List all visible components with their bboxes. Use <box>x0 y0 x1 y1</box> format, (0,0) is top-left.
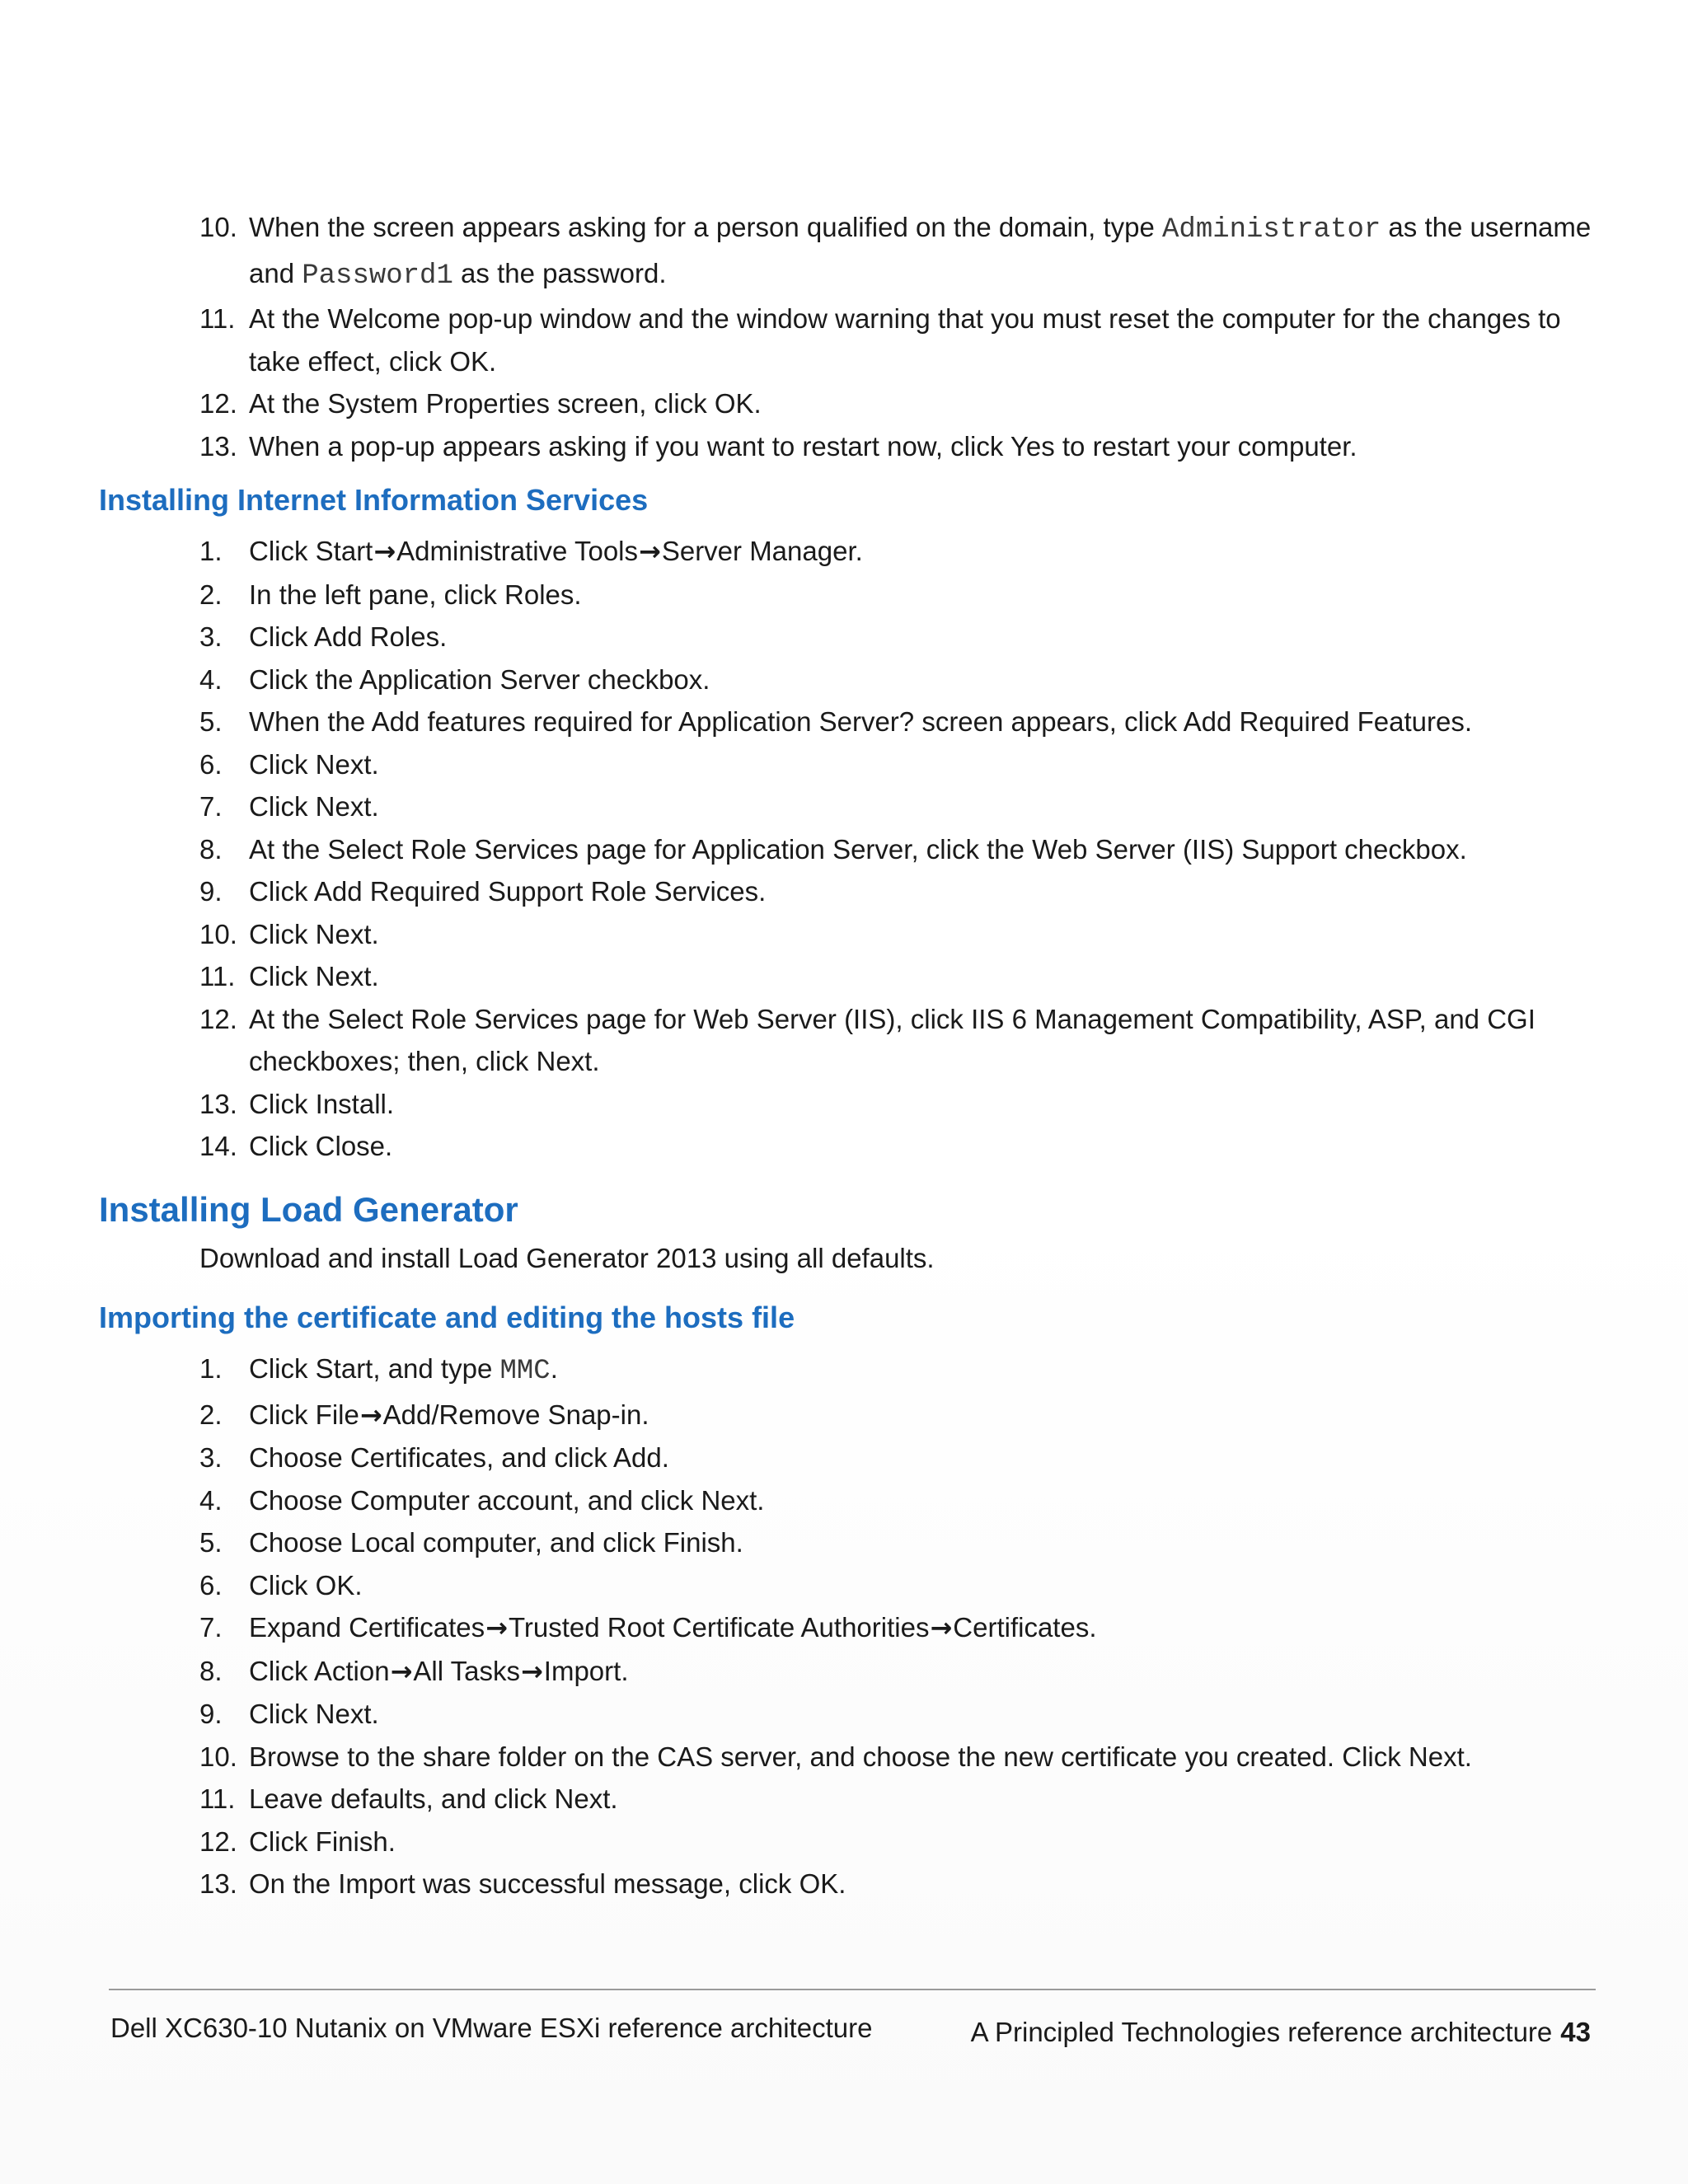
arrow-right-icon: → <box>520 1655 543 1687</box>
text-run: Click Finish. <box>249 1825 396 1857</box>
list-item-number: 5. <box>199 1527 223 1558</box>
list-item-text <box>249 206 1601 298</box>
text-run: Click Add Roles. <box>249 621 448 652</box>
text-run: When the Add features required for Application Server? screen appears, click Add Required Features. <box>249 706 1473 737</box>
text-run: as the password. <box>452 257 667 288</box>
inline-code: Password1 <box>302 260 453 292</box>
list-item-number: 10. <box>199 212 237 242</box>
text-run: as the username and <box>249 212 1592 288</box>
inline-code: Administrator <box>1162 214 1381 246</box>
text-run: Click Action <box>249 1655 390 1686</box>
inline-code: MMC <box>499 1356 551 1387</box>
list-item-number: 4. <box>199 1484 223 1516</box>
arrow-right-icon: → <box>359 1399 382 1431</box>
list-item-number: 8. <box>199 1655 223 1686</box>
list-item <box>199 743 1601 786</box>
list-item <box>199 425 1601 468</box>
footer-divider <box>109 1989 1596 1990</box>
list-item <box>199 1863 1601 1905</box>
list-item-number: 3. <box>199 1442 223 1473</box>
text-run: Trusted Root Certificate Authorities <box>508 1612 930 1643</box>
text-run: Browse to the share folder on the CAS server, and choose the new certificate you created. Click Next. <box>249 1741 1472 1772</box>
list-item-number: 10. <box>199 1741 237 1772</box>
text-run: On the Import was successful message, click OK. <box>249 1868 846 1899</box>
text-run: Leave defaults, and click Next. <box>249 1783 618 1814</box>
list-item-text <box>249 1736 1601 1779</box>
list-item-number: 9. <box>199 876 223 907</box>
list-item <box>199 1693 1601 1736</box>
steps-list-domain-join <box>199 206 1601 467</box>
list-item-number: 13. <box>199 1868 237 1899</box>
list-item-text <box>249 743 1601 786</box>
text-run: Click Next. <box>249 961 379 991</box>
list-item <box>199 1778 1601 1821</box>
list-item-text <box>249 701 1601 743</box>
steps-list-iis <box>199 530 1601 1168</box>
text-run: At the Select Role Services page for Application Server, click the Web Server (IIS) Support checkbox. <box>249 833 1467 865</box>
list-item <box>199 870 1601 913</box>
list-item-text <box>249 1394 1601 1437</box>
list-item <box>199 998 1601 1083</box>
list-item <box>199 1083 1601 1126</box>
text-run: Expand Certificates <box>249 1612 485 1643</box>
list-item-text <box>249 1650 1601 1694</box>
list-item-text <box>249 1564 1601 1607</box>
list-item-text <box>249 1693 1601 1736</box>
list-item-number: 12. <box>199 1825 237 1857</box>
text-run: Choose Certificates, and click Add. <box>249 1442 669 1473</box>
list-item-text <box>249 1083 1601 1126</box>
list-item-text <box>249 1521 1601 1564</box>
text-run: In the left pane, click Roles. <box>249 579 582 610</box>
list-item-text <box>249 870 1601 913</box>
list-item <box>199 298 1601 382</box>
list-item-number: 14. <box>199 1131 237 1161</box>
list-item <box>199 913 1601 956</box>
list-item-number: 11. <box>199 961 236 991</box>
list-item-number: 1. <box>199 1353 223 1384</box>
list-item <box>199 828 1601 871</box>
list-item-text <box>249 1125 1601 1168</box>
text-run: Choose Computer account, and click Next. <box>249 1484 765 1516</box>
list-item-number: 6. <box>199 748 223 780</box>
text-run: Click Next. <box>249 791 379 822</box>
list-item-number: 4. <box>199 663 223 695</box>
list-item-number: 6. <box>199 1569 223 1601</box>
list-item <box>199 701 1601 743</box>
text-run: When a pop-up appears asking if you want to restart now, click Yes to restart your computer. <box>249 430 1357 462</box>
text-run: Click the Application Server checkbox. <box>249 663 710 695</box>
list-item-number: 12. <box>199 1003 237 1034</box>
list-item-number: 13. <box>199 430 237 462</box>
footer-publisher-text: A Principled Technologies reference architecture <box>970 2017 1553 2047</box>
list-item <box>199 785 1601 828</box>
heading-installing-iis: Installing Internet Information Services <box>99 483 649 517</box>
text-run: At the Select Role Services page for Web Server (IIS), click IIS 6 Management Compatibility, ASP, and CGI checkboxes; then, click Next. <box>249 1003 1536 1076</box>
list-item <box>199 1821 1601 1863</box>
list-item <box>199 382 1601 425</box>
list-item <box>199 574 1601 616</box>
list-item-text <box>249 382 1601 425</box>
text-run: When the screen appears asking for a person qualified on the domain, type <box>249 212 1163 242</box>
list-item-number: 5. <box>199 706 223 737</box>
page-number: 43 <box>1560 2017 1591 2047</box>
list-item-number: 11. <box>199 303 236 334</box>
text-run: Administrative Tools <box>396 536 639 566</box>
list-item-number: 3. <box>199 621 223 652</box>
text-run: Click Next. <box>249 748 379 780</box>
list-item-text <box>249 298 1601 382</box>
load-generator-text: Download and install Load Generator 2013 using all defaults. <box>199 1243 935 1273</box>
list-item-number: 10. <box>199 918 237 949</box>
list-item-text <box>249 1479 1601 1522</box>
list-item-number: 7. <box>199 1612 223 1643</box>
list-item-text <box>249 828 1601 871</box>
list-item <box>199 658 1601 701</box>
footer-publisher <box>971 2017 1591 2048</box>
list-item-text <box>249 574 1601 616</box>
list-item <box>199 1394 1601 1437</box>
text-run: Click Close. <box>249 1131 393 1161</box>
list-item <box>199 1606 1601 1650</box>
list-item-text <box>249 1821 1601 1863</box>
list-item-number: 13. <box>199 1088 237 1119</box>
arrow-right-icon: → <box>930 1612 953 1643</box>
list-item-text <box>249 1606 1601 1650</box>
text-run: Server Manager. <box>661 536 863 566</box>
list-item-number: 7. <box>199 791 223 822</box>
text-run: At the Welcome pop-up window and the window warning that you must reset the computer for the changes to take effect, click OK. <box>249 303 1561 377</box>
text-run: At the System Properties screen, click OK. <box>249 388 762 419</box>
list-item <box>199 955 1601 998</box>
list-item-text <box>249 1778 1601 1821</box>
text-run: Choose Local computer, and click Finish. <box>249 1527 743 1558</box>
list-item <box>199 530 1601 574</box>
text-run: Certificates. <box>953 1612 1097 1643</box>
list-item <box>199 1479 1601 1522</box>
list-item-number: 2. <box>199 579 223 610</box>
footer-document-title: Dell XC630-10 Nutanix on VMware ESXi reference architecture <box>110 2013 873 2043</box>
steps-list-certificate <box>199 1347 1601 1905</box>
list-item <box>199 1521 1601 1564</box>
list-item-number: 12. <box>199 388 237 419</box>
list-item-text <box>249 955 1601 998</box>
text-run: Click Start, and type <box>249 1353 500 1384</box>
text-run: Click Install. <box>249 1088 395 1119</box>
list-item <box>199 1125 1601 1168</box>
text-run: Click File <box>249 1399 359 1430</box>
list-item-text <box>249 1347 1601 1394</box>
text-run: Click OK. <box>249 1569 363 1601</box>
list-item <box>199 616 1601 658</box>
text-run: Click Start <box>249 536 373 566</box>
list-item <box>199 1736 1601 1779</box>
list-item <box>199 206 1601 298</box>
arrow-right-icon: → <box>390 1655 413 1687</box>
list-item <box>199 1347 1601 1394</box>
list-item-text <box>249 785 1601 828</box>
heading-importing-certificate: Importing the certificate and editing the hosts file <box>99 1301 795 1334</box>
list-item-text <box>249 530 1601 574</box>
list-item-text <box>249 616 1601 658</box>
list-item <box>199 1436 1601 1479</box>
arrow-right-icon: → <box>485 1612 508 1643</box>
list-item-number: 8. <box>199 833 223 865</box>
list-item-text <box>249 425 1601 468</box>
text-run: Click Next. <box>249 1699 379 1729</box>
list-item-text <box>249 1436 1601 1479</box>
list-item <box>199 1650 1601 1694</box>
list-item-number: 2. <box>199 1399 223 1430</box>
text-run: Click Next. <box>249 918 379 949</box>
arrow-right-icon: → <box>373 536 396 567</box>
list-item-text <box>249 998 1601 1083</box>
list-item-text <box>249 658 1601 701</box>
text-run: Click Add Required Support Role Services. <box>249 876 767 907</box>
text-run: Add/Remove Snap-in. <box>382 1399 649 1430</box>
list-item-number: 9. <box>199 1699 223 1729</box>
list-item-number: 11. <box>199 1783 236 1814</box>
list-item-text <box>249 913 1601 956</box>
list-item-number: 1. <box>199 536 223 566</box>
heading-installing-load-generator: Installing Load Generator <box>99 1190 518 1229</box>
arrow-right-icon: → <box>639 536 661 567</box>
text-run: . <box>550 1353 558 1384</box>
list-item <box>199 1564 1601 1607</box>
text-run: All Tasks <box>413 1655 520 1686</box>
text-run: Import. <box>543 1655 629 1686</box>
list-item-text <box>249 1863 1601 1905</box>
